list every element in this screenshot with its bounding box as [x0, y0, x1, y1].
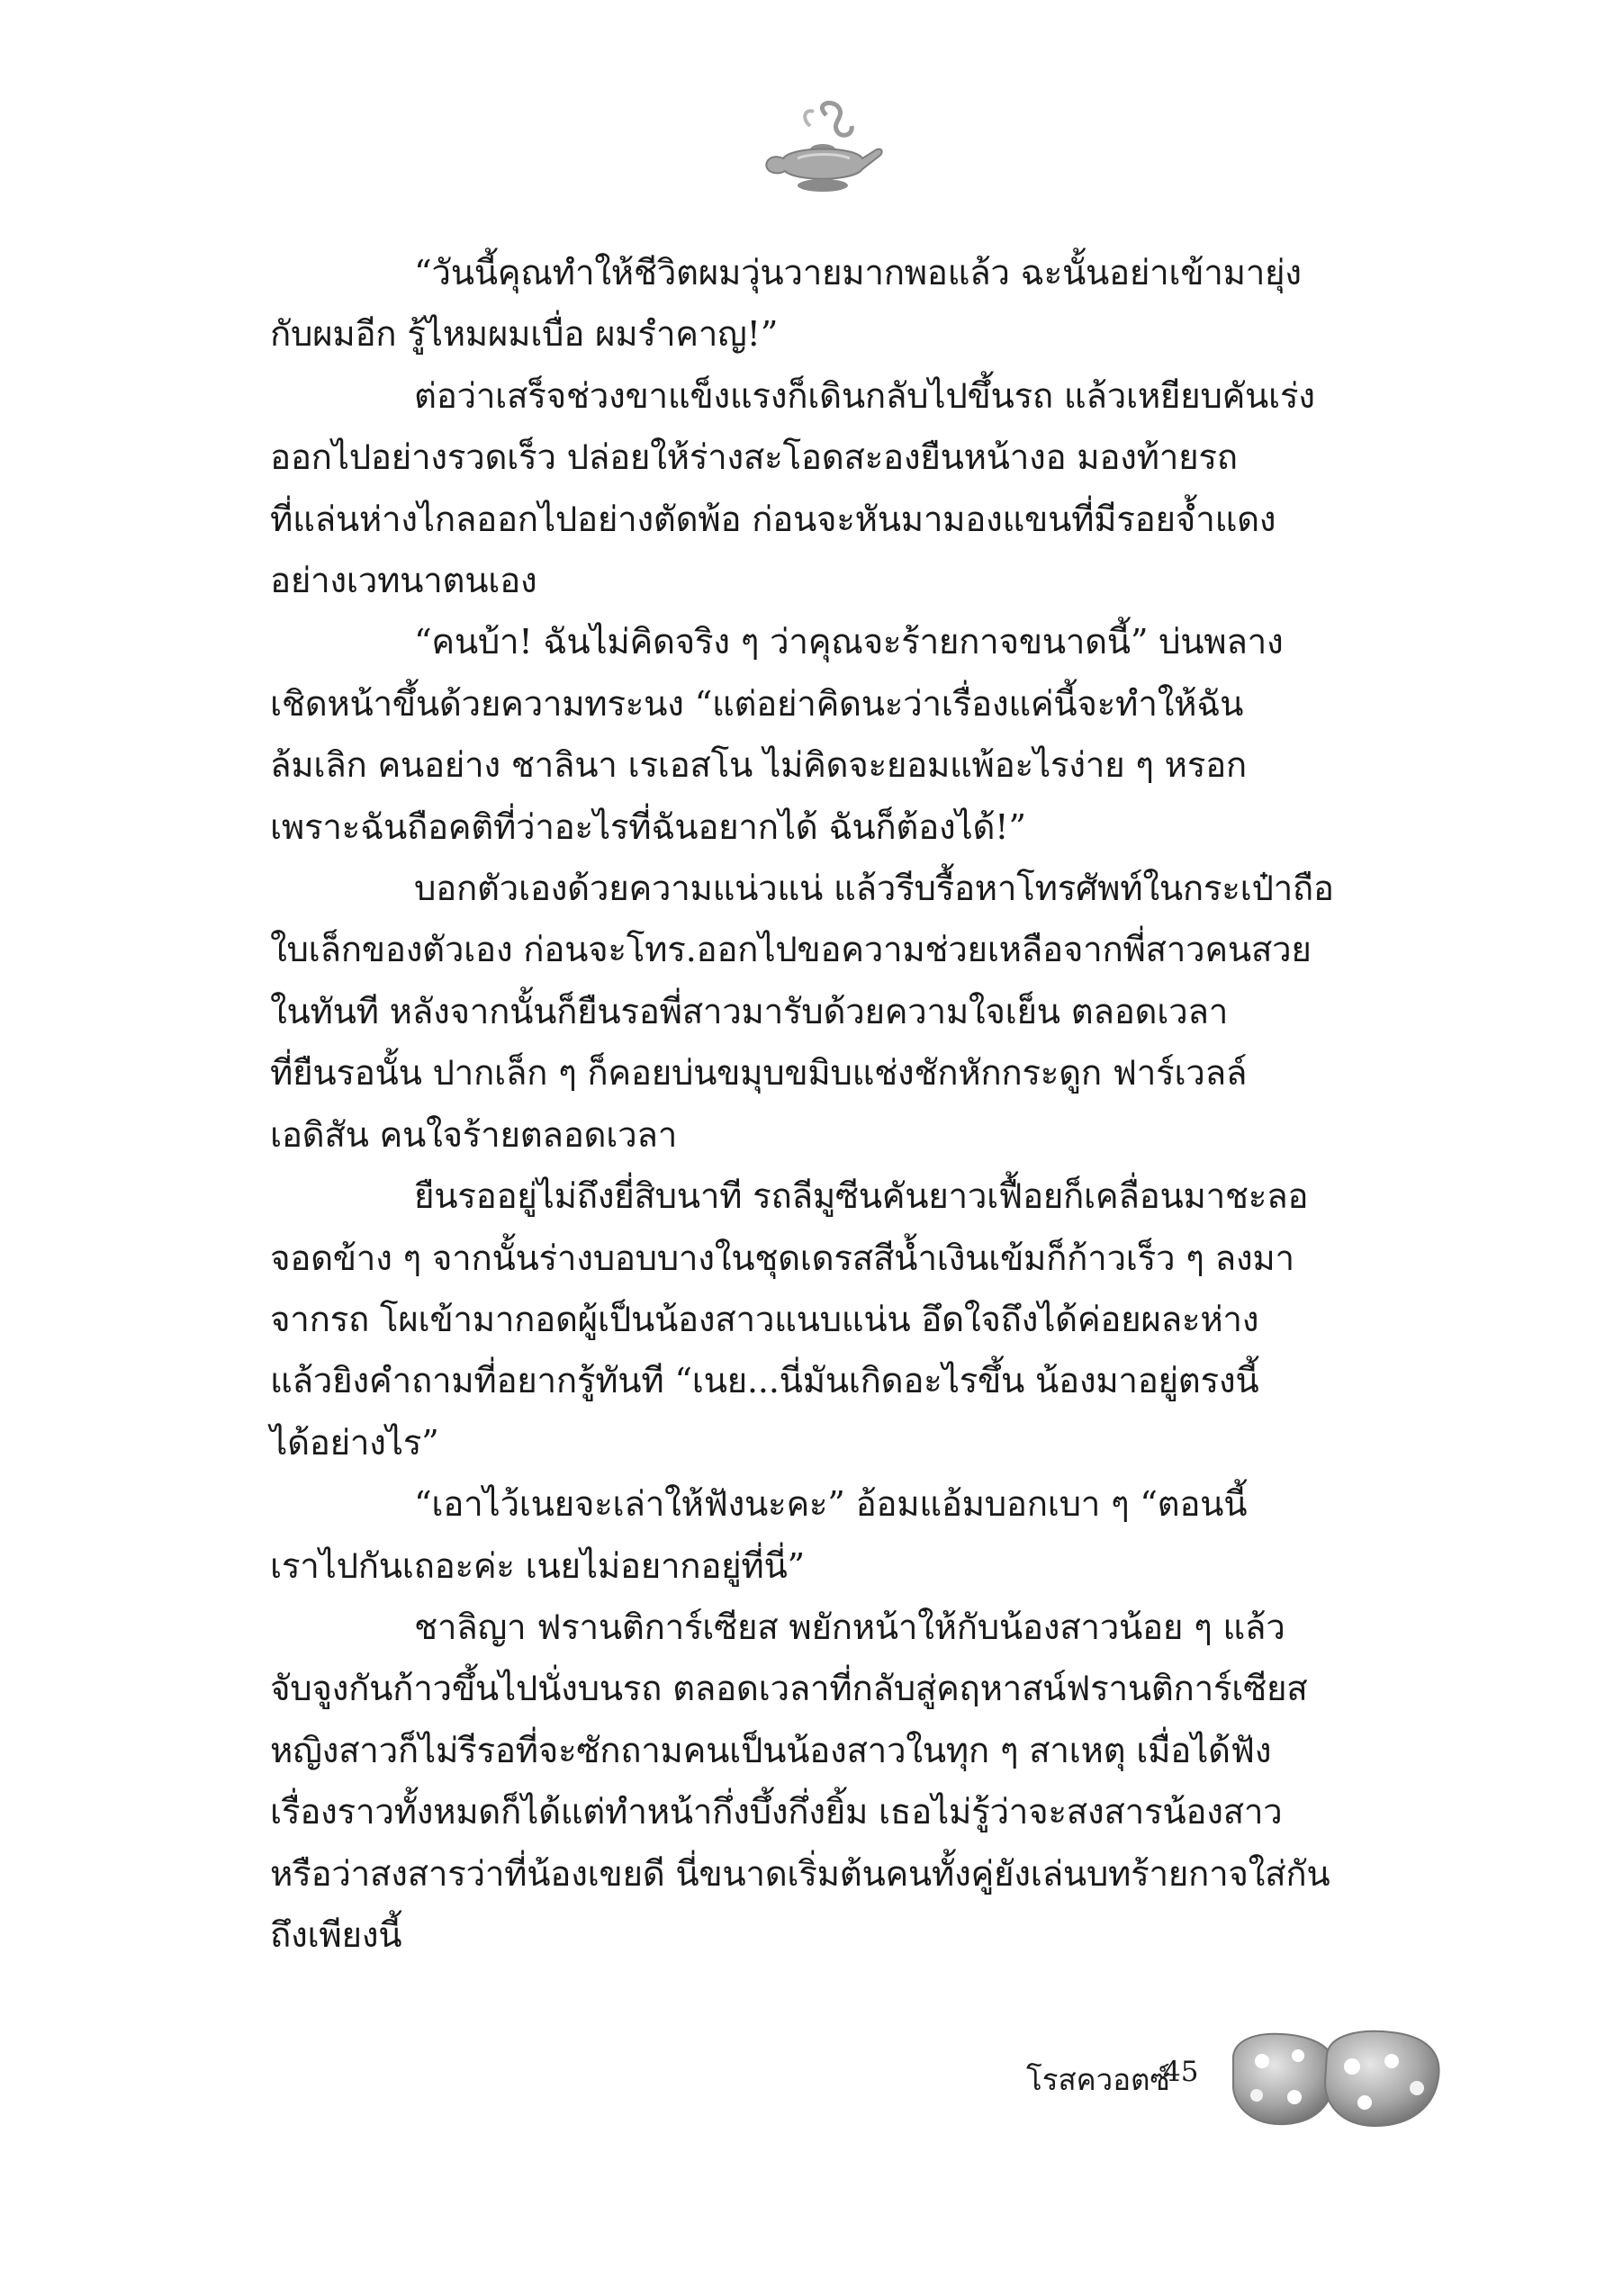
text-line: เราไปกันเถอะค่ะ เนยไม่อยากอยู่ที่นี่” — [270, 1545, 805, 1587]
paragraph — [270, 859, 1393, 1166]
text-line: หญิงสาวก็ไม่รีรอที่จะซักถามคนเป็นน้องสาวในทุก ๆ สาเหตุ เมื่อได้ฟัง — [270, 1730, 1272, 1771]
text-line: ถึงเพียงนี้ — [270, 1914, 402, 1956]
text-line: หรือว่าสงสารว่าที่น้องเขยดี นี่ขนาดเริ่มต้นคนทั้งคู่ยังเล่นบทร้ายกาจใส่กัน — [270, 1853, 1330, 1895]
page-footer — [1026, 2025, 1494, 2142]
paragraph — [270, 612, 1393, 859]
text-line: ใบเล็กของตัวเอง ก่อนจะโทร.ออกไปขอความช่วยเหลือจากพี่สาวคนสวย — [270, 930, 1312, 971]
body-text — [270, 243, 1393, 1967]
paragraph — [270, 366, 1393, 613]
paragraph — [270, 243, 1393, 366]
paragraph — [270, 1598, 1393, 1967]
dice-icon — [1226, 2025, 1447, 2133]
text-line: จับจูงกันก้าวขึ้นไปนั่งบนรถ ตลอดเวลาที่กลับสู่คฤหาสน์ฟรานติการ์เซียส — [270, 1669, 1308, 1710]
text-line: ที่แล่นห่างไกลออกไปอย่างตัดพ้อ ก่อนจะหันมามองแขนที่มีรอยจ้ำแดง — [270, 499, 1276, 540]
magic-lamp-icon — [756, 99, 891, 216]
text-line: ได้อย่างไร” — [270, 1422, 439, 1463]
paragraph — [270, 1474, 1393, 1598]
text-line: บอกตัวเองด้วยความแน่วแน่ แล้วรีบรื้อหาโทรศัพท์ในกระเป๋าถือ — [414, 869, 1334, 910]
book-title: โรสควอตซ์ — [1026, 2062, 1170, 2097]
paragraph — [270, 1166, 1393, 1474]
text-line: เพราะฉันถือคติที่ว่าอะไรที่ฉันอยากได้ ฉันก็ต้องได้!” — [270, 806, 1026, 848]
text-line: “คนบ้า! ฉันไม่คิดจริง ๆ ว่าคุณจะร้ายกาจขนาดนี้” บ่นพลาง — [414, 622, 1284, 663]
text-line: เชิดหน้าขึ้นด้วยความทระนง “แต่อย่าคิดนะว่าเรื่องแค่นี้จะทำให้ฉัน — [270, 683, 1244, 725]
text-line: ที่ยืนรอนั้น ปากเล็ก ๆ ก็คอยบ่นขมุบขมิบแช่งชักหักกระดูก ฟาร์เวลล์ — [270, 1053, 1248, 1094]
text-line: ยืนรออยู่ไม่ถึงยี่สิบนาที รถลีมูซีนคันยาวเฟื้อยก็เคลื่อนมาชะลอ — [414, 1176, 1309, 1218]
text-line: เรื่องราวทั้งหมดก็ได้แต่ทำหน้ากึ่งบึ้งกึ่งยิ้ม เธอไม่รู้ว่าจะสงสารน้องสาว — [270, 1792, 1283, 1833]
text-line: จากรถ โผเข้ามากอดผู้เป็นน้องสาวแนบแน่น อึดใจถึงได้ค่อยผละห่าง — [270, 1299, 1259, 1340]
text-line: ต่อว่าเสร็จช่วงขาแข็งแรงก็เดินกลับไปขึ้นรถ แล้วเหยียบคันเร่ง — [414, 375, 1315, 417]
text-line: กับผมอีก รู้ไหมผมเบื่อ ผมรำคาญ!” — [270, 314, 779, 356]
text-line: แล้วยิงคำถามที่อยากรู้ทันที “เนย...นี่มันเกิดอะไรขึ้น น้องมาอยู่ตรงนี้ — [270, 1361, 1259, 1402]
text-line: จอดข้าง ๆ จากนั้นร่างบอบบางในชุดเดรสสีน้ำเงินเข้มก็ก้าวเร็ว ๆ ลงมา — [270, 1238, 1294, 1279]
text-line: “วันนี้คุณทำให้ชีวิตผมวุ่นวายมากพอแล้ว ฉะนั้นอย่าเข้ามายุ่ง — [414, 253, 1302, 293]
text-line: ในทันที หลังจากนั้นก็ยืนรอพี่สาวมารับด้วยความใจเย็น ตลอดเวลา — [270, 991, 1229, 1032]
page-number: 45 — [1163, 2056, 1199, 2088]
text-line: “เอาไว้เนยจะเล่าให้ฟังนะคะ” อ้อมแอ้มบอกเบา ๆ “ตอนนี้ — [414, 1484, 1248, 1526]
text-line: อย่างเวทนาตนเอง — [270, 561, 537, 602]
text-line: ชาลิญา ฟรานติการ์เซียส พยักหน้าให้กับน้องสาวน้อย ๆ แล้ว — [414, 1607, 1285, 1648]
text-line: เอดิสัน คนใจร้ายตลอดเวลา — [270, 1114, 678, 1156]
text-line: ล้มเลิก คนอย่าง ชาลินา เรเอสโน ไม่คิดจะยอมแพ้อะไรง่าย ๆ หรอก — [270, 745, 1247, 787]
text-line: ออกไปอย่างรวดเร็ว ปล่อยให้ร่างสะโอดสะองยืนหน้างอ มองท้ายรถ — [270, 437, 1238, 479]
